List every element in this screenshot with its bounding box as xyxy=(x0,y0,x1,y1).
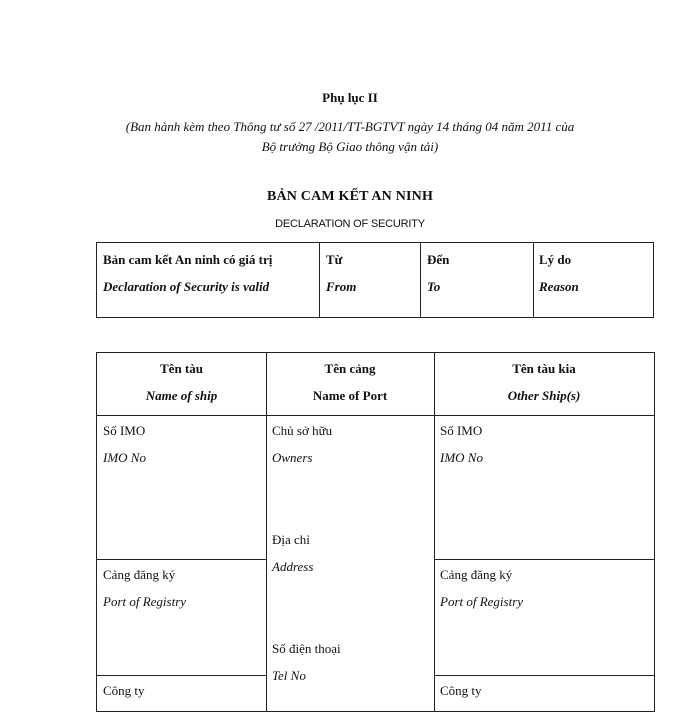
address-label-en: Address xyxy=(272,559,314,574)
other-registry-label-en: Port of Registry xyxy=(440,594,524,609)
tel-label-en: Tel No xyxy=(272,668,306,683)
to-label-vi: Đến xyxy=(427,252,450,267)
reason-label-en: Reason xyxy=(539,279,579,294)
to-label-en: To xyxy=(427,279,441,294)
ship-info-table xyxy=(96,352,655,712)
column-divider xyxy=(266,353,267,711)
other-imo-label-vi: Số IMO xyxy=(440,423,483,438)
validity-table xyxy=(96,242,654,318)
other-ship-header-vi: Tên tàu kia xyxy=(512,361,576,376)
issuance-note-line-2: Bộ trưởng Bộ Giao thông vận tải) xyxy=(261,139,439,154)
appendix-title: Phụ lục II xyxy=(322,90,378,105)
other-imo-label-en: IMO No xyxy=(440,450,483,465)
row-divider xyxy=(97,559,266,560)
ship-company-label-vi: Công ty xyxy=(103,683,145,698)
column-divider xyxy=(533,243,534,317)
column-divider xyxy=(319,243,320,317)
reason-label-vi: Lý do xyxy=(539,252,572,267)
port-header-en: Name of Port xyxy=(312,388,388,403)
ship-imo-label-vi: Số IMO xyxy=(103,423,146,438)
document-subtitle: DECLARATION OF SECURITY xyxy=(275,218,425,230)
issuance-note-line-1: (Ban hành kèm theo Thông tư số 27 /2011/TT-BGTVT ngày 14 tháng 04 năm 2011 của xyxy=(125,119,575,134)
from-label-en: From xyxy=(326,279,357,294)
valid-label-en: Declaration of Security is valid xyxy=(103,279,270,294)
other-registry-label-vi: Cảng đăng ký xyxy=(440,567,513,582)
owners-label-en: Owners xyxy=(272,450,313,465)
tel-label-vi: Số điện thoại xyxy=(272,641,341,656)
header-row-divider xyxy=(97,415,654,416)
column-divider xyxy=(420,243,421,317)
ship-registry-label-en: Port of Registry xyxy=(103,594,187,609)
issuance-note xyxy=(0,117,700,157)
ship-header-en: Name of ship xyxy=(145,388,218,403)
from-label-vi: Từ xyxy=(326,252,343,267)
row-divider xyxy=(97,675,266,676)
owners-label-vi: Chủ sở hữu xyxy=(272,423,333,438)
valid-label-vi: Bản cam kết An ninh có giá trị xyxy=(103,252,273,267)
address-label-vi: Địa chỉ xyxy=(272,532,310,547)
other-ship-header-en: Other Ship(s) xyxy=(507,388,581,403)
ship-header-vi: Tên tàu xyxy=(160,361,203,376)
row-divider xyxy=(434,675,654,676)
row-divider xyxy=(434,559,654,560)
port-header-vi: Tên cảng xyxy=(324,361,376,376)
column-divider xyxy=(434,353,435,711)
other-company-label-vi: Công ty xyxy=(440,683,482,698)
ship-registry-label-vi: Cảng đăng ký xyxy=(103,567,176,582)
document-title: BẢN CAM KẾT AN NINH xyxy=(266,189,434,204)
ship-imo-label-en: IMO No xyxy=(103,450,146,465)
